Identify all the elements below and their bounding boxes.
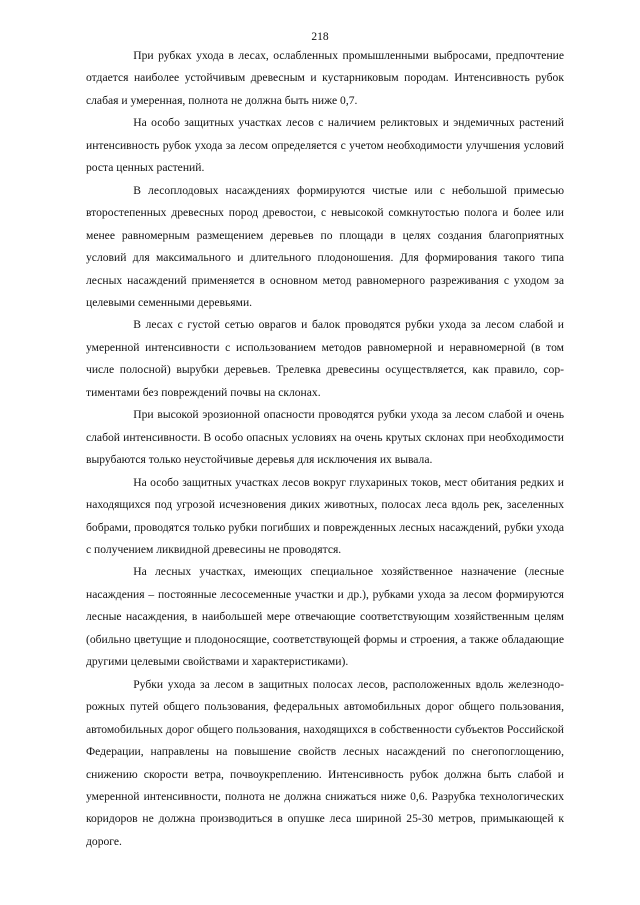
paragraph-polluted-forests: При рубках ухода в лесах, ослабленных промышленными выбросами, предпочтение отдается наиболее устойчивым древесным и кустарниковым породам. Интенсивность рубок слабая и умеренная, полнота не должна быть ниже 0,7.: [86, 49, 564, 107]
paragraph-protective-strips: Рубки ухода за лесом в защитных полосах лесов, расположенных вдоль железнодорожных путей общего пользования, федеральных автомобильных дорог общего пользования, автомобильных дорог общего пользования, находящихся в собственности субъектов Российской Федерации, направлены на повышение свойств лесных насаждений по снегопоглощению, снижению скорости ветра, почвоукреплению. Интенсивность рубок должна быть слабой и умеренной интенсивности, полнота не должна снижаться ниже 0,6. Разрубка технологических коридоров не должна производиться в опушке леса шириной 25-30 метров, примыкающей к дороге.: [86, 677, 564, 848]
paragraph-special-purpose: На лесных участках, имеющих специальное хозяйственное назначение (лесные насаждения – постоянные лесосеменные участки и др.), рубками ухода за лесом формируются лесные насаждения, в наибольшей мере отвечающие соответствующим хозяйственным целям (обильно цветущие и плодоносящие, соответствующей формы и строения, а также обладающие другими целевыми свойствами и характеристиками).: [86, 565, 564, 669]
paragraph-ravines: В лесах с густой сетью оврагов и балок проводятся рубки ухода за лесом слабой и умеренной интенсивности с использованием методов равномерной и неравномерной (в том числе полосной) вырубки деревьев. Трелевка древесины осуществляется, как правило, сортиментами без повреждений почвы на склонах.: [86, 318, 564, 399]
paragraph-relict-plants: На особо защитных участках лесов с наличием реликтовых и эндемичных растений интенсивность рубок ухода за лесом определяется с учетом необходимости улучшения условий роста ценных растений.: [86, 116, 564, 175]
paragraph-wildlife-areas: На особо защитных участках лесов вокруг глухариных токов, мест обитания редких и находящихся под угрозой исчезновения диких животных, полосах леса вдоль рек, заселенных бобрами, проводятся только рубки погибших и поврежденных лесных насаждений, рубки ухода с получением ликвидной древесины не проводятся.: [86, 475, 564, 556]
paragraph-erosion: При высокой эрозионной опасности проводятся рубки ухода за лесом слабой и очень слабой интенсивности. В особо опасных условиях на очень крутых склонах при необходимости вырубаются только неустойчивые деревья для исключения их вывала.: [86, 408, 564, 467]
paragraph-fruit-plantations: В лесоплодовых насаждениях формируются чистые или с небольшой примесью второстепенных древесных пород древостои, с невысокой сомкнутостью полога и более или менее равномерным размещением деревьев по площади в целях создания благоприятных условий для максимального и длительного плодоношения. Для формирования такого типа лесных насаждений применяется в основном метод равномерного разреживания с уходом за целевыми семенными деревьями.: [86, 183, 564, 309]
page-number: 218: [311, 31, 329, 43]
body-text: [86, 45, 564, 853]
